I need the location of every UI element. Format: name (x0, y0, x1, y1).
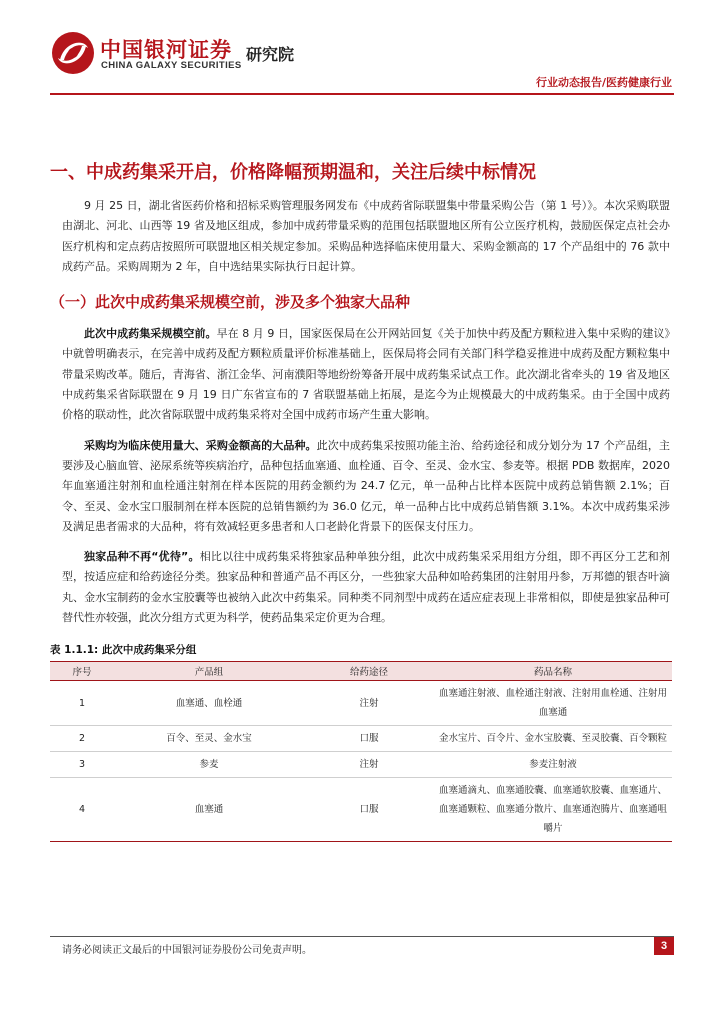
report-type: 行业动态报告/医药健康行业 (535, 76, 672, 89)
section-title: 一、中成药集采开启，价格降幅预期温和，关注后续中标情况 (50, 162, 536, 183)
header-no: 序号 (50, 662, 114, 681)
table-row (50, 778, 672, 842)
footer-divider (50, 936, 674, 937)
table-header-row (50, 662, 672, 681)
paragraph-body: 此次中成药集采按照功能主治、给药途径和成分划分为 17 个产品组，主要涉及心脑血管、泌尿系统等疾病治疗，品种包括血塞通、血栓通、百令、至灵、金水宝、参麦等。根据 PDB 数据库，2020 年血塞通注射剂和血栓通注射剂在样本医院的用药金额约为 24.7 亿元，单一品种占比样本医院中成药总销售额 2.1%；百令、至灵、金水宝口服制剂在样本医院的总销售额约为 36.0 亿元，单一品种占比中成药总销售额 3.1%。本次中成药集采涉及满足患者需求的大品种，将有效减轻更多患者和人口老龄化背景下的医保支付压力。 (62, 438, 670, 533)
paragraph-exclusive (62, 547, 670, 628)
paragraph-lead: 独家品种不再“优待”。 (84, 550, 200, 564)
page-number: 3 (654, 937, 674, 955)
institute-label: 研究院 (246, 45, 295, 64)
main-content (50, 158, 670, 842)
brand-name-en: CHINA GALAXY SECURITIES (101, 60, 242, 71)
paragraph-body: 相比以往中成药集采将独家品种单独分组，此次中成药集采采用组方分组，即不再区分工艺和剂型，按适应症和给药途径分类。独家品种和普通产品不再区分，一些独家大品种如哈药集团的注射用丹参，万邦德的银杏叶滴丸、金水宝制药的金水宝胶囊等也被纳入此次中药集采。同种类不同剂型中成药在适应症表现上非常相似，即使是独家品种可替代性亦较强，此次分组方式更为科学，使药品集采定价更为合理。 (62, 550, 670, 625)
cell-no: 4 (50, 778, 114, 842)
table-row (50, 681, 672, 726)
paragraph-scale (62, 324, 670, 425)
footer-disclaimer: 请务必阅读正文最后的中国银河证券股份公司免责声明。 (62, 945, 312, 956)
cell-group: 血塞通 (114, 778, 304, 842)
brand-name-cn: 中国银河证券 (100, 38, 232, 62)
table-caption: 表 1.1.1: 此次中成药集采分组 (50, 644, 197, 657)
paragraph-body: 早在 8 月 9 日，国家医保局在公开网站回复《关于加快中药及配方颗粒进入集中采购的建议》中就曾明确表示，在完善中成药及配方颗粒质量评价标准基础上，医保局将会同有关部门科学稳妥推进中成药及配方颗粒集中带量采购改革。随后，青海省、浙江金华、河南濮阳等地纷纷筹备开展中成药集采试点工作。此次湖北省牵头的 19 省及地区中成药集采省际联盟在 9 月 19 日广东省宣布的 7 省联盟基础上拓展，是迄今为止规模最大的中成药集采。由于全国中成药价格的联动性，此次省际联盟中成药集采将对全国中成药市场产生重大影响。 (62, 327, 670, 422)
cell-route: 注射 (304, 752, 434, 778)
table-row (50, 752, 672, 778)
cell-no: 2 (50, 726, 114, 752)
paragraph-products (62, 436, 670, 537)
header-route: 给药途径 (304, 662, 434, 681)
cell-group: 血塞通、血栓通 (114, 681, 304, 726)
cell-group: 参麦 (114, 752, 304, 778)
header-drugs: 药品名称 (434, 662, 672, 681)
cell-drugs: 参麦注射液 (434, 752, 672, 778)
cell-drugs: 血塞通注射液、血栓通注射液、注射用血栓通、注射用血塞通 (434, 681, 672, 726)
cell-drugs: 金水宝片、百令片、金水宝胶囊、至灵胶囊、百令颗粒 (434, 726, 672, 752)
galaxy-logo-icon (50, 30, 96, 76)
cell-drugs: 血塞通滴丸、血塞通胶囊、血塞通软胶囊、血塞通片、血塞通颗粒、血塞通分散片、血塞通泡腾片、血塞通咀嚼片 (434, 778, 672, 842)
paragraph-lead: 采购均为临床使用量大、采购金额高的大品种。 (84, 438, 317, 452)
table-row (50, 726, 672, 752)
cell-route: 口服 (304, 778, 434, 842)
subsection-title: （一）此次中成药集采规模空前，涉及多个独家大品种 (50, 293, 411, 312)
cell-no: 3 (50, 752, 114, 778)
header-divider (50, 93, 674, 95)
header-group: 产品组 (114, 662, 304, 681)
paragraph-lead: 此次中成药集采规模空前。 (84, 327, 217, 341)
procurement-group-table (50, 661, 672, 842)
cell-group: 百令、至灵、金水宝 (114, 726, 304, 752)
section-intro: 9 月 25 日，湖北省医药价格和招标采购管理服务网发布《中成药省际联盟集中带量采购公告（第 1 号）》。本次采购联盟由湖北、河北、山西等 19 省及地区组成，参加中成药带量采购的范围包括联盟地区所有公立医疗机构，鼓励医保定点社会办医疗机构和定点药店按照所可联盟地区相关规定参加。采购品种选择临床使用量大、采购金额高的 17 个产品组中的 76 款中成药产品。采购周期为 2 年，自中选结果实际执行日起计算。 (62, 199, 670, 273)
cell-route: 注射 (304, 681, 434, 726)
page-header (0, 0, 724, 96)
cell-no: 1 (50, 681, 114, 726)
cell-route: 口服 (304, 726, 434, 752)
